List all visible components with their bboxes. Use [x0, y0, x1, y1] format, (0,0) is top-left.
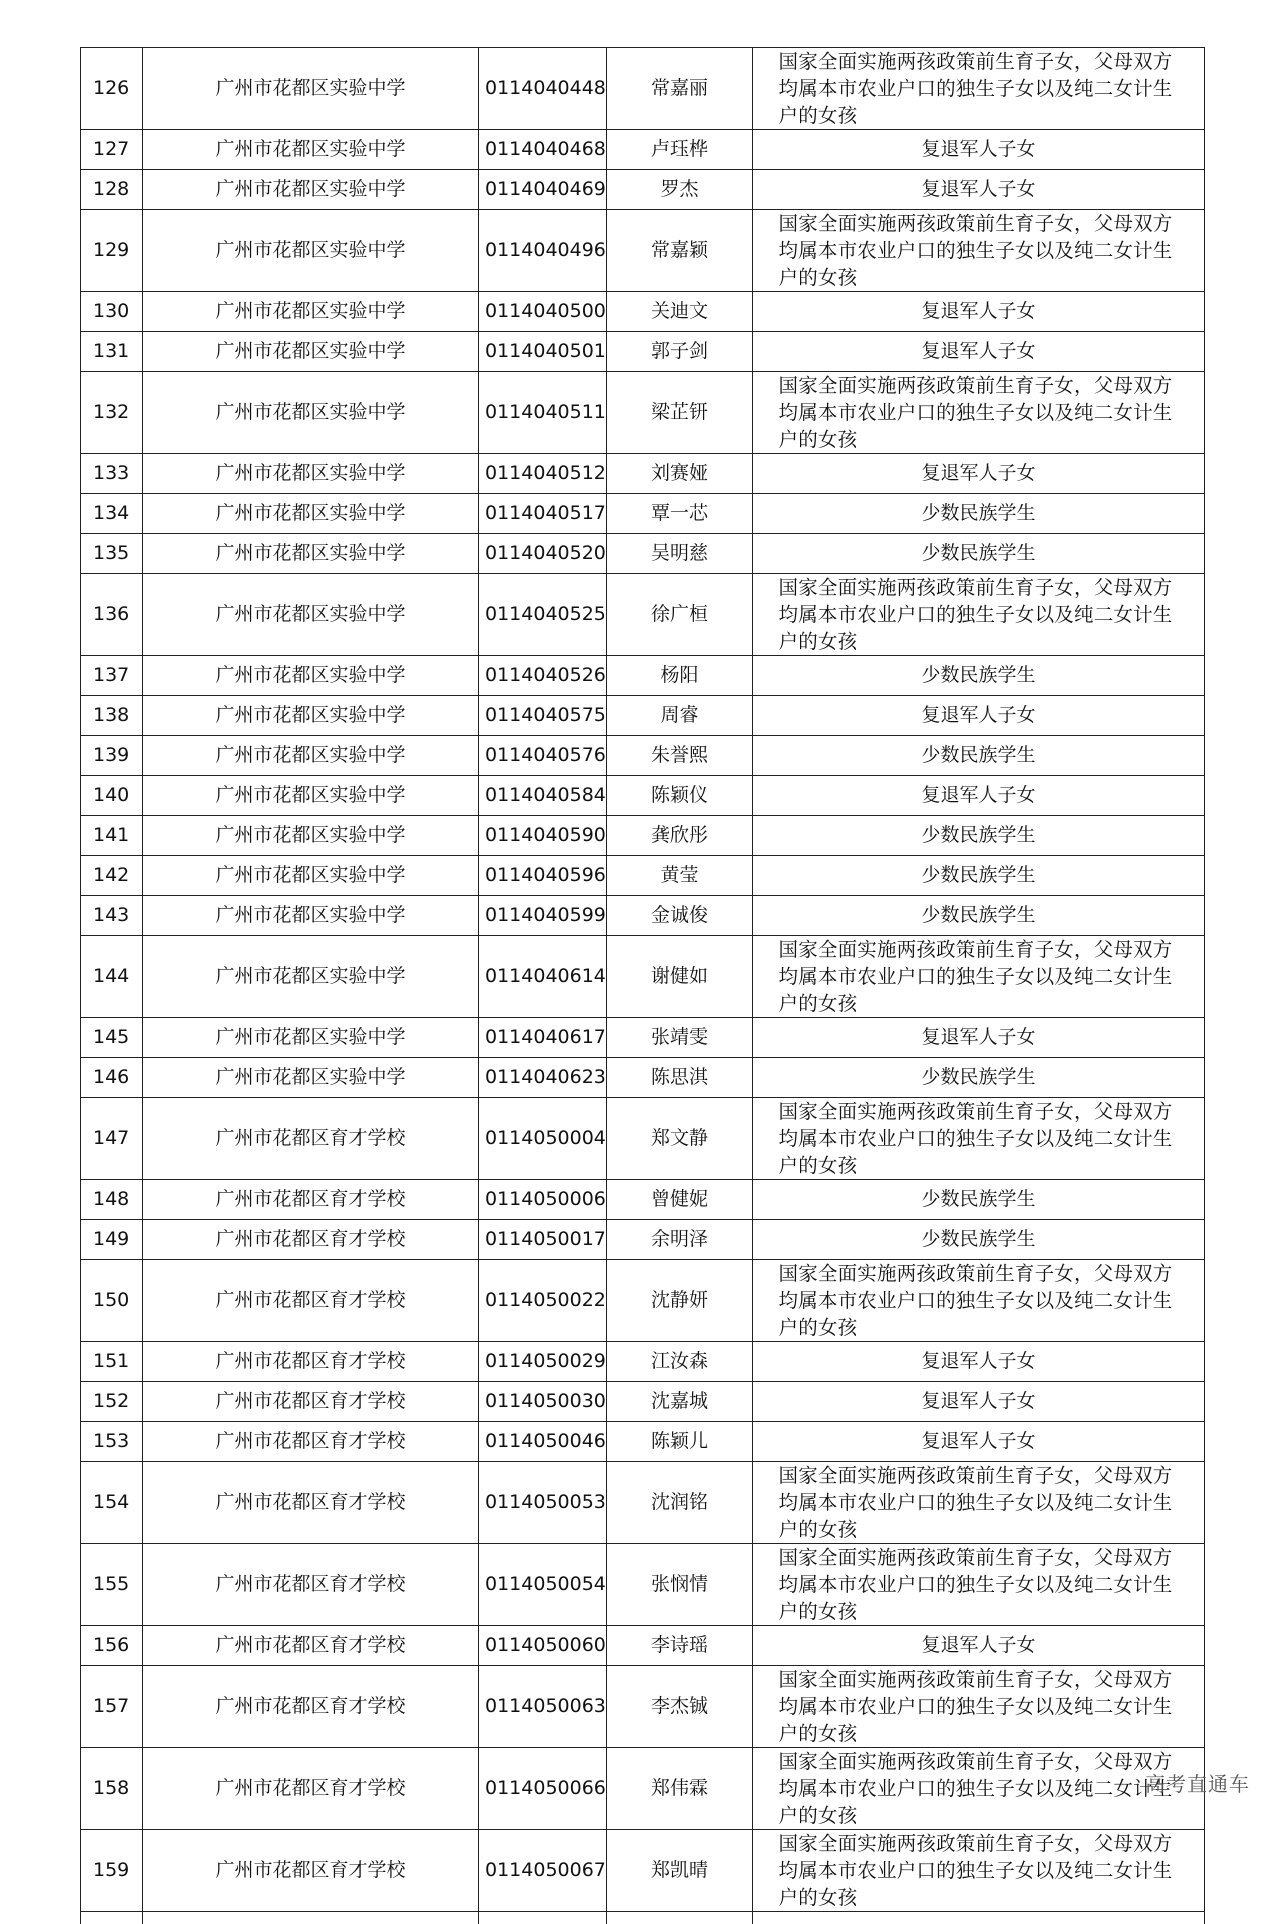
student-name: 朱誉熙 [607, 736, 753, 776]
table-row [81, 372, 1205, 454]
student-id: 0114050046 [479, 1422, 607, 1462]
student-id: 0114050017 [479, 1220, 607, 1260]
school-name: 广州市花都区育才学校 [143, 1422, 479, 1462]
category [753, 1748, 1205, 1830]
row-number: 150 [81, 1260, 143, 1342]
row-number: 132 [81, 372, 143, 454]
row-number: 144 [81, 936, 143, 1018]
student-name: 陈颖儿 [607, 1422, 753, 1462]
school-name: 广州市花都区实验中学 [143, 936, 479, 1018]
school-name: 广州市花都区实验中学 [143, 696, 479, 736]
row-number: 157 [81, 1666, 143, 1748]
student-id: 0114040596 [479, 856, 607, 896]
category-text: 国家全面实施两孩政策前生育子女，父母双方均属本市农业户口的独生子女以及纯二女计生户的女孩 [779, 1462, 1179, 1543]
row-number: 149 [81, 1220, 143, 1260]
student-id: 0114040448 [479, 48, 607, 130]
student-name: 金诚俊 [607, 896, 753, 936]
school-name: 广州市花都区实验中学 [143, 736, 479, 776]
table-body [81, 48, 1205, 1924]
student-name: 谢健如 [607, 936, 753, 1018]
student-id: 0114040501 [479, 332, 607, 372]
school-name: 广州市花都区育才学校 [143, 1180, 479, 1220]
row-number: 135 [81, 534, 143, 574]
table-row [81, 48, 1205, 130]
student-name: 曾健妮 [607, 1180, 753, 1220]
school-name: 广州市花都区实验中学 [143, 210, 479, 292]
row-number: 143 [81, 896, 143, 936]
student-name: 杨阳 [607, 656, 753, 696]
category: 复退军人子女 [753, 696, 1205, 736]
category: 复退军人子女 [753, 1626, 1205, 1666]
student-id: 0114040469 [479, 170, 607, 210]
school-name: 广州市花都区育才学校 [143, 1382, 479, 1422]
school-name: 广州市花都区育才学校 [143, 1462, 479, 1544]
school-name: 广州市花都区实验中学 [143, 534, 479, 574]
table-row [81, 936, 1205, 1018]
school-name: 广州市花都区实验中学 [143, 656, 479, 696]
student-id: 0114050022 [479, 1260, 607, 1342]
table-row [81, 1342, 1205, 1382]
row-number: 148 [81, 1180, 143, 1220]
student-name: 周睿 [607, 696, 753, 736]
school-name: 广州市花都区育才学校 [143, 1260, 479, 1342]
school-name: 广州市花都区实验中学 [143, 574, 479, 656]
category: 少数民族学生 [753, 856, 1205, 896]
table-row [81, 896, 1205, 936]
student-name: 罗杰 [607, 170, 753, 210]
student-id: 0114050063 [479, 1666, 607, 1748]
student-id: 0114050054 [479, 1544, 607, 1626]
school-name: 广州市花都区实验中学 [143, 1018, 479, 1058]
category: 复退军人子女 [753, 1018, 1205, 1058]
table-row [81, 856, 1205, 896]
table-row [81, 332, 1205, 372]
school-name: 广州市花都区育才学校 [143, 1342, 479, 1382]
row-number: 129 [81, 210, 143, 292]
category: 复退军人子女 [753, 170, 1205, 210]
stub-cell [753, 1912, 1205, 1924]
student-id: 0114040468 [479, 130, 607, 170]
row-number: 130 [81, 292, 143, 332]
continuation-stub-row [81, 1912, 1205, 1924]
student-id: 0114050060 [479, 1626, 607, 1666]
category [753, 574, 1205, 656]
student-id: 0114040584 [479, 776, 607, 816]
category [753, 1260, 1205, 1342]
student-name: 吴明慈 [607, 534, 753, 574]
row-number: 153 [81, 1422, 143, 1462]
student-id: 0114050004 [479, 1098, 607, 1180]
student-name: 张靖雯 [607, 1018, 753, 1058]
row-number: 140 [81, 776, 143, 816]
student-id: 0114040525 [479, 574, 607, 656]
table-row [81, 816, 1205, 856]
row-number: 142 [81, 856, 143, 896]
table-row [81, 574, 1205, 656]
row-number: 159 [81, 1830, 143, 1912]
student-id: 0114040520 [479, 534, 607, 574]
row-number: 152 [81, 1382, 143, 1422]
school-name: 广州市花都区实验中学 [143, 896, 479, 936]
school-name: 广州市花都区实验中学 [143, 776, 479, 816]
student-name: 常嘉颖 [607, 210, 753, 292]
category [753, 210, 1205, 292]
category: 少数民族学生 [753, 656, 1205, 696]
student-id: 0114040590 [479, 816, 607, 856]
student-id: 0114040511 [479, 372, 607, 454]
student-name: 沈静妍 [607, 1260, 753, 1342]
row-number: 136 [81, 574, 143, 656]
student-name: 卢珏桦 [607, 130, 753, 170]
school-name: 广州市花都区育才学校 [143, 1098, 479, 1180]
row-number: 145 [81, 1018, 143, 1058]
row-number: 131 [81, 332, 143, 372]
category [753, 936, 1205, 1018]
student-id: 0114050053 [479, 1462, 607, 1544]
table-row [81, 1830, 1205, 1912]
category [753, 1462, 1205, 1544]
student-name: 郑凯晴 [607, 1830, 753, 1912]
school-name: 广州市花都区实验中学 [143, 1058, 479, 1098]
table-row [81, 534, 1205, 574]
row-number: 155 [81, 1544, 143, 1626]
student-name: 郭子剑 [607, 332, 753, 372]
row-number: 151 [81, 1342, 143, 1382]
table-row [81, 494, 1205, 534]
category-text: 国家全面实施两孩政策前生育子女，父母双方均属本市农业户口的独生子女以及纯二女计生户的女孩 [779, 936, 1179, 1017]
category-text: 国家全面实施两孩政策前生育子女，父母双方均属本市农业户口的独生子女以及纯二女计生户的女孩 [779, 48, 1179, 129]
student-name: 梁芷钘 [607, 372, 753, 454]
category-text: 国家全面实施两孩政策前生育子女，父母双方均属本市农业户口的独生子女以及纯二女计生户的女孩 [779, 574, 1179, 655]
category [753, 48, 1205, 130]
category: 复退军人子女 [753, 130, 1205, 170]
category-text: 国家全面实施两孩政策前生育子女，父母双方均属本市农业户口的独生子女以及纯二女计生户的女孩 [779, 372, 1179, 453]
category-text: 国家全面实施两孩政策前生育子女，父母双方均属本市农业户口的独生子女以及纯二女计生户的女孩 [779, 1666, 1179, 1747]
category [753, 1544, 1205, 1626]
student-name: 常嘉丽 [607, 48, 753, 130]
student-id: 0114040599 [479, 896, 607, 936]
school-name: 广州市花都区育才学校 [143, 1830, 479, 1912]
row-number: 126 [81, 48, 143, 130]
document-page [80, 47, 1204, 1924]
table-row [81, 656, 1205, 696]
student-id: 0114050066 [479, 1748, 607, 1830]
row-number: 156 [81, 1626, 143, 1666]
row-number: 146 [81, 1058, 143, 1098]
school-name: 广州市花都区实验中学 [143, 856, 479, 896]
school-name: 广州市花都区实验中学 [143, 372, 479, 454]
student-name: 江汝森 [607, 1342, 753, 1382]
category: 复退军人子女 [753, 454, 1205, 494]
table-row [81, 1666, 1205, 1748]
category: 少数民族学生 [753, 534, 1205, 574]
student-name: 李诗瑶 [607, 1626, 753, 1666]
table-row [81, 776, 1205, 816]
table-row [81, 1422, 1205, 1462]
student-name: 关迪文 [607, 292, 753, 332]
table-row [81, 1462, 1205, 1544]
student-id: 0114040512 [479, 454, 607, 494]
stub-cell [479, 1912, 607, 1924]
student-id: 0114040575 [479, 696, 607, 736]
student-id: 0114050029 [479, 1342, 607, 1382]
row-number: 147 [81, 1098, 143, 1180]
school-name: 广州市花都区育才学校 [143, 1544, 479, 1626]
table-row [81, 1260, 1205, 1342]
table-row [81, 1748, 1205, 1830]
school-name: 广州市花都区育才学校 [143, 1220, 479, 1260]
student-name: 陈思淇 [607, 1058, 753, 1098]
table-row [81, 736, 1205, 776]
table-row [81, 1544, 1205, 1626]
category: 少数民族学生 [753, 736, 1205, 776]
table-row [81, 1098, 1205, 1180]
student-name: 沈润铭 [607, 1462, 753, 1544]
student-name: 徐广桓 [607, 574, 753, 656]
category-text: 国家全面实施两孩政策前生育子女，父母双方均属本市农业户口的独生子女以及纯二女计生户的女孩 [779, 1544, 1179, 1625]
table-row [81, 1220, 1205, 1260]
student-name: 刘赛娅 [607, 454, 753, 494]
category-text: 国家全面实施两孩政策前生育子女，父母双方均属本市农业户口的独生子女以及纯二女计生户的女孩 [779, 210, 1179, 291]
table-row [81, 1382, 1205, 1422]
category-text: 国家全面实施两孩政策前生育子女，父母双方均属本市农业户口的独生子女以及纯二女计生户的女孩 [779, 1260, 1179, 1341]
category [753, 372, 1205, 454]
stub-cell [607, 1912, 753, 1924]
student-name: 张悯情 [607, 1544, 753, 1626]
table-row [81, 1626, 1205, 1666]
row-number: 128 [81, 170, 143, 210]
category: 少数民族学生 [753, 896, 1205, 936]
student-id: 0114050067 [479, 1830, 607, 1912]
row-number: 139 [81, 736, 143, 776]
student-id: 0114040617 [479, 1018, 607, 1058]
student-name: 陈颖仪 [607, 776, 753, 816]
category: 复退军人子女 [753, 1382, 1205, 1422]
category: 少数民族学生 [753, 494, 1205, 534]
school-name: 广州市花都区实验中学 [143, 48, 479, 130]
school-name: 广州市花都区育才学校 [143, 1666, 479, 1748]
category: 复退军人子女 [753, 332, 1205, 372]
student-name: 龚欣彤 [607, 816, 753, 856]
table-row [81, 292, 1205, 332]
school-name: 广州市花都区实验中学 [143, 292, 479, 332]
school-name: 广州市花都区实验中学 [143, 816, 479, 856]
category: 复退军人子女 [753, 1342, 1205, 1382]
student-id: 0114050030 [479, 1382, 607, 1422]
school-name: 广州市花都区实验中学 [143, 170, 479, 210]
row-number: 134 [81, 494, 143, 534]
school-name: 广州市花都区实验中学 [143, 332, 479, 372]
table-row [81, 1180, 1205, 1220]
category-text: 国家全面实施两孩政策前生育子女，父母双方均属本市农业户口的独生子女以及纯二女计生户的女孩 [779, 1098, 1179, 1179]
row-number: 127 [81, 130, 143, 170]
category: 少数民族学生 [753, 1180, 1205, 1220]
table-row [81, 1018, 1205, 1058]
category-text: 国家全面实施两孩政策前生育子女，父母双方均属本市农业户口的独生子女以及纯二女计生户的女孩 [779, 1748, 1179, 1829]
row-number: 154 [81, 1462, 143, 1544]
table-row [81, 170, 1205, 210]
school-name: 广州市花都区实验中学 [143, 130, 479, 170]
stub-cell [81, 1912, 143, 1924]
student-id: 0114040526 [479, 656, 607, 696]
student-name: 郑文静 [607, 1098, 753, 1180]
category [753, 1098, 1205, 1180]
student-name: 郑伟霖 [607, 1748, 753, 1830]
category: 复退军人子女 [753, 292, 1205, 332]
school-name: 广州市花都区育才学校 [143, 1748, 479, 1830]
table-row [81, 454, 1205, 494]
row-number: 141 [81, 816, 143, 856]
table-row [81, 130, 1205, 170]
row-number: 137 [81, 656, 143, 696]
table-row [81, 210, 1205, 292]
category [753, 1830, 1205, 1912]
category: 少数民族学生 [753, 816, 1205, 856]
row-number: 138 [81, 696, 143, 736]
student-name: 黄莹 [607, 856, 753, 896]
category: 少数民族学生 [753, 1058, 1205, 1098]
school-name: 广州市花都区实验中学 [143, 454, 479, 494]
school-name: 广州市花都区实验中学 [143, 494, 479, 534]
row-number: 133 [81, 454, 143, 494]
stub-cell [143, 1912, 479, 1924]
student-id: 0114040576 [479, 736, 607, 776]
table-row [81, 696, 1205, 736]
row-number: 158 [81, 1748, 143, 1830]
table-row [81, 1058, 1205, 1098]
watermark-text: 高考直通车 [1145, 1768, 1250, 1797]
student-name: 李杰铖 [607, 1666, 753, 1748]
student-name: 余明泽 [607, 1220, 753, 1260]
category [753, 1666, 1205, 1748]
school-name: 广州市花都区育才学校 [143, 1626, 479, 1666]
student-name: 覃一芯 [607, 494, 753, 534]
category: 复退军人子女 [753, 776, 1205, 816]
student-list-table [80, 47, 1205, 1924]
student-id: 0114040517 [479, 494, 607, 534]
student-id: 0114040496 [479, 210, 607, 292]
category-text: 国家全面实施两孩政策前生育子女，父母双方均属本市农业户口的独生子女以及纯二女计生户的女孩 [779, 1830, 1179, 1911]
student-id: 0114040614 [479, 936, 607, 1018]
category: 少数民族学生 [753, 1220, 1205, 1260]
student-id: 0114040500 [479, 292, 607, 332]
student-id: 0114050006 [479, 1180, 607, 1220]
student-id: 0114040623 [479, 1058, 607, 1098]
category: 复退军人子女 [753, 1422, 1205, 1462]
student-name: 沈嘉城 [607, 1382, 753, 1422]
